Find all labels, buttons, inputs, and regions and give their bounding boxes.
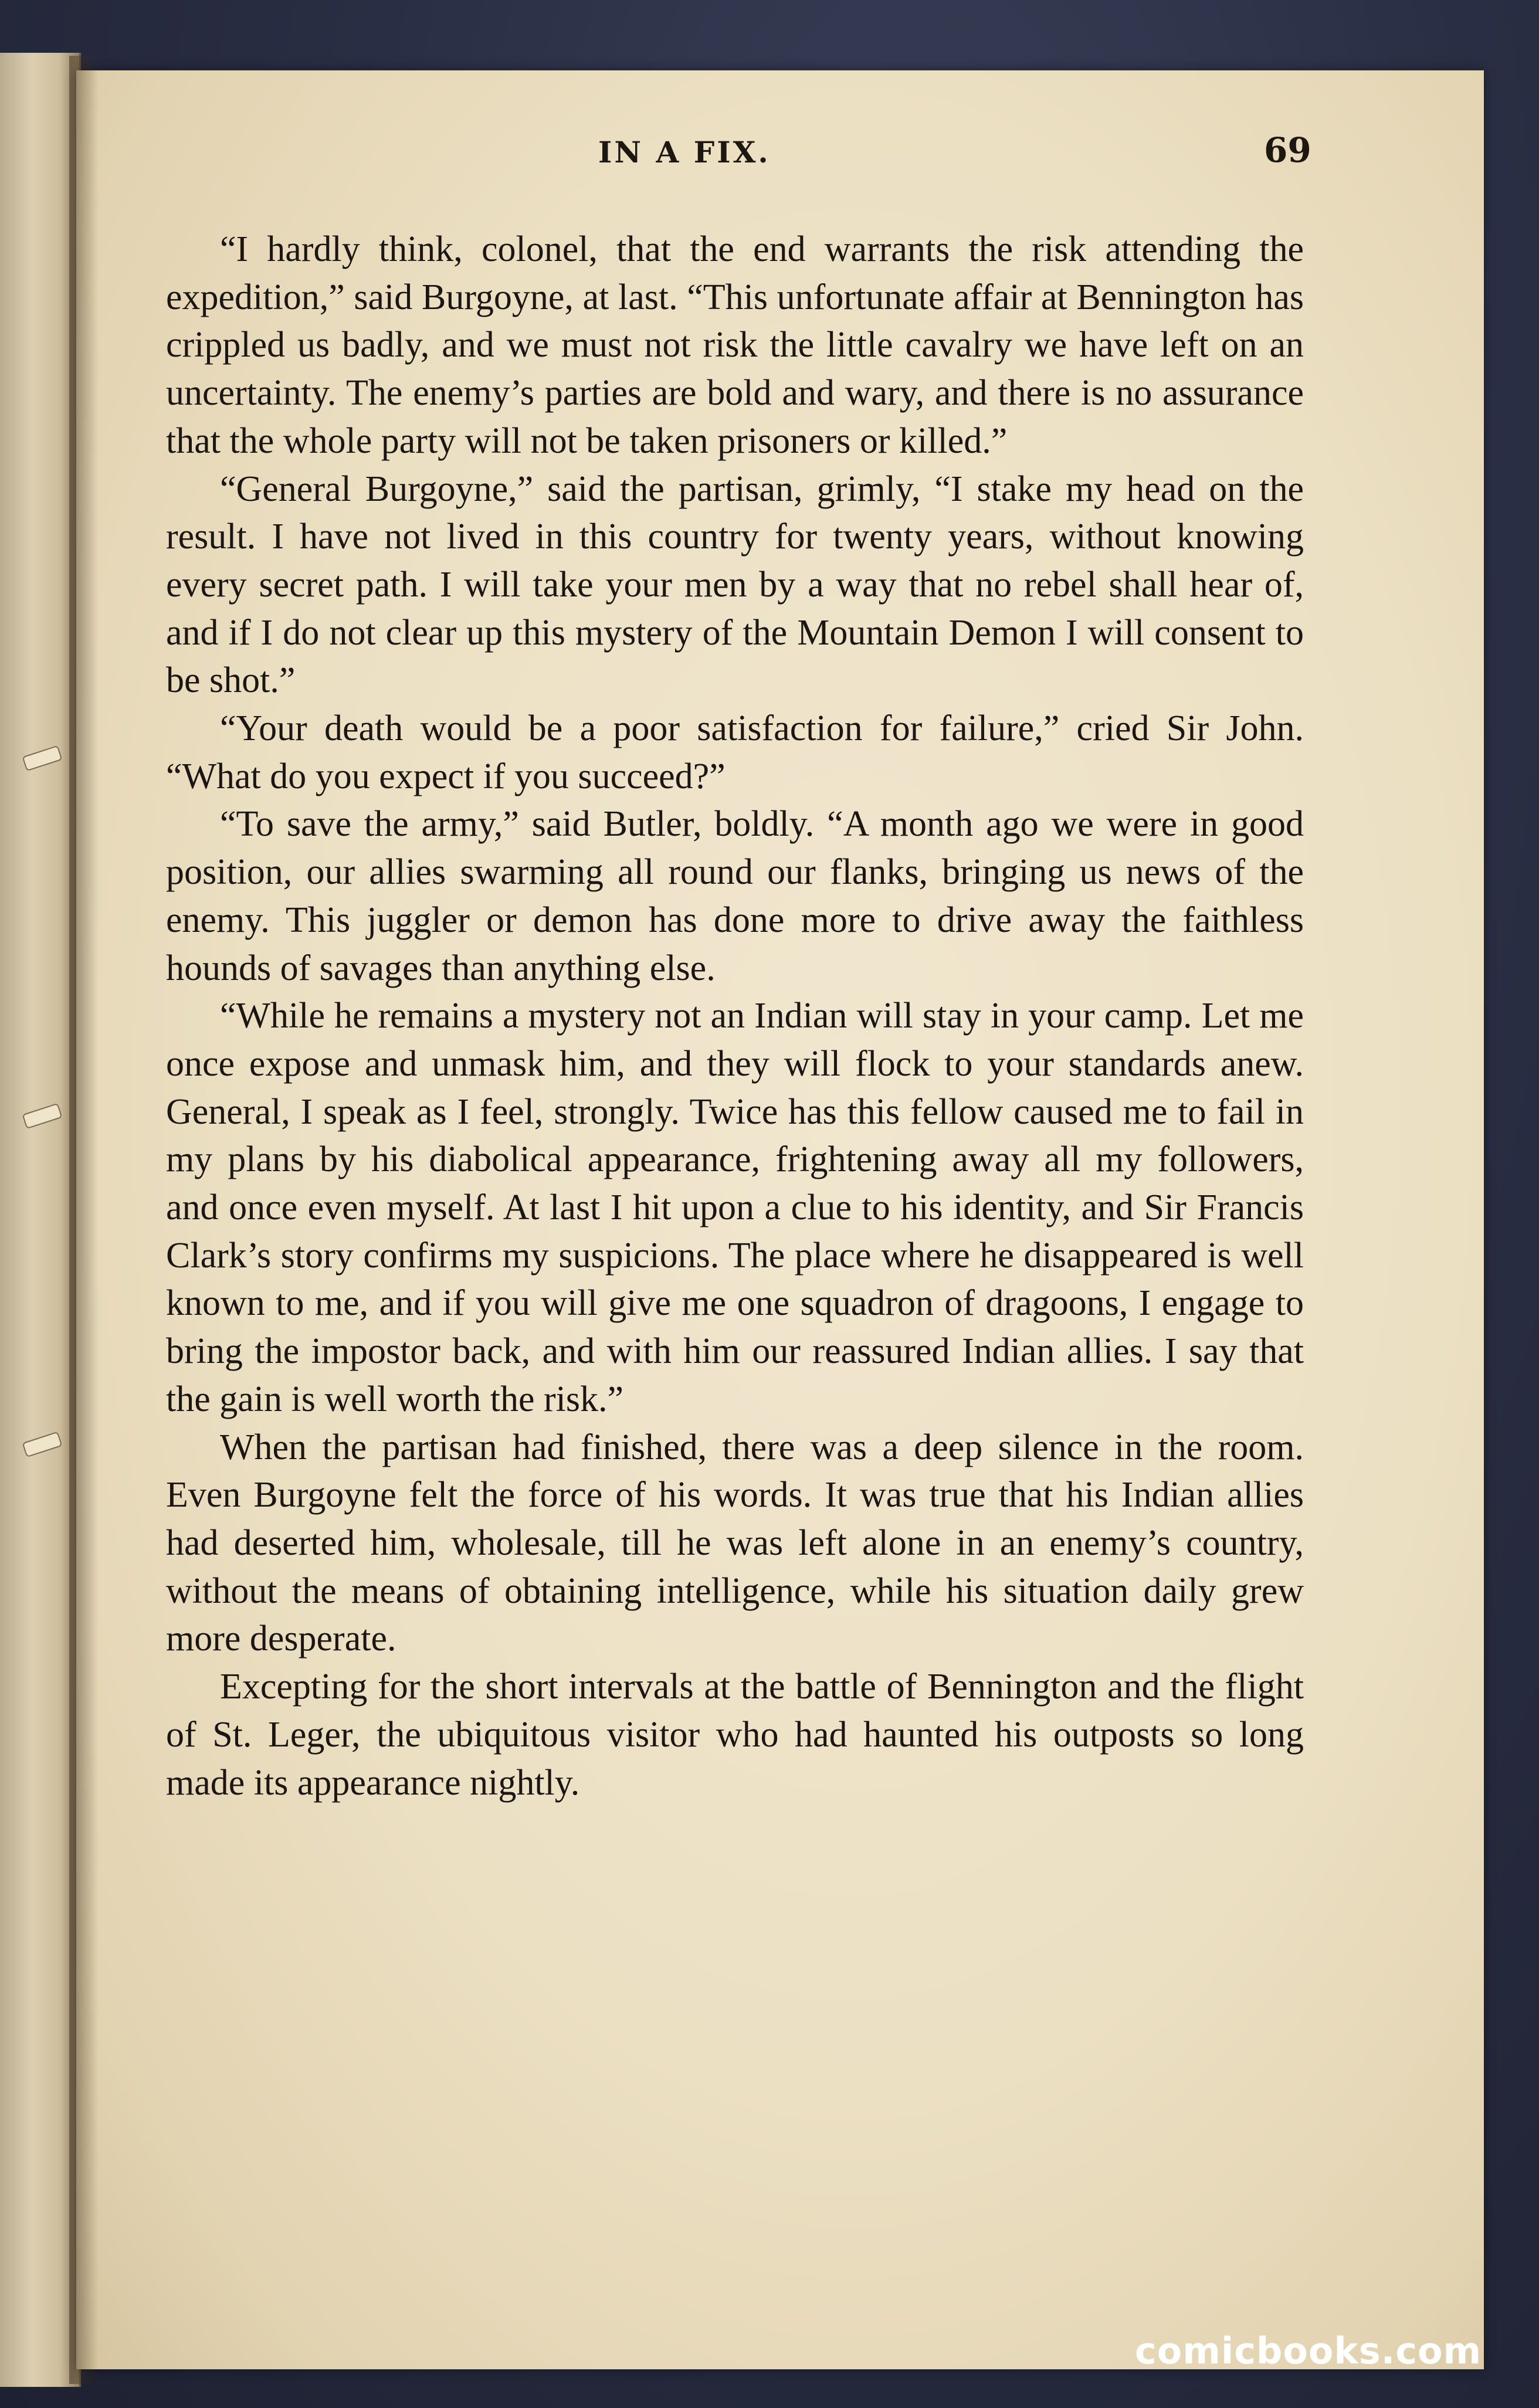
- spine-shadow: [69, 56, 99, 2384]
- paragraph: “To save the army,” said Butler, boldly. “A month ago we were in good position, our allies swarming all round our flanks, bringing us news of the enemy. This juggler or demon has done more to drive away the faithless hounds of savages than anything else.: [166, 804, 1304, 988]
- page-number: 69: [1264, 130, 1311, 170]
- paragraph: “General Burgoyne,” said the partisan, grimly, “I stake my head on the result. I have not lived in this country for twenty years, without knowing every secret path. I will take your men by a way that no rebel shall hear of, and if I do not clear up this mystery of the Mountain Demon I will consent to be shot.”: [166, 469, 1304, 701]
- paragraph: When the partisan had finished, there was a deep silence in the room. Even Burgoyne felt the force of his words. It was true that his Indian allies had deserted him, wholesale, till he was left alone in an enemy’s country, without the means of obtaining intelligence, while his situation daily grew more desperate.: [166, 1427, 1304, 1659]
- paragraph: “I hardly think, colonel, that the end warrants the risk attending the expedition,” said Burgoyne, at last. “This unfortunate affair at Bennington has crippled us badly, and we must not risk the little cavalry we have left on an uncertainty. The enemy’s parties are bold and wary, and there is no assurance that the whole party will not be taken prisoners or killed.”: [166, 229, 1304, 461]
- watermark: comicbooks.com: [1135, 2329, 1482, 2372]
- body-text: [166, 226, 1304, 1807]
- running-head: IN A FIX.: [598, 135, 771, 169]
- paragraph: “Your death would be a poor satisfaction for failure,” cried Sir John. “What do you expect if you succeed?”: [166, 708, 1304, 796]
- paragraph: Excepting for the short intervals at the battle of Bennington and the flight of St. Leger, the ubiquitous visitor who had haunted his outposts so long made its appearance nightly.: [166, 1667, 1304, 1803]
- paragraph: “While he remains a mystery not an Indian will stay in your camp. Let me once expose and unmask him, and they will flock to your standards anew. General, I speak as I feel, strongly. Twice has this fellow caused me to fail in my plans by his diabolical appearance, frightening away all my followers, and once even myself. At last I hit upon a clue to his identity, and Sir Francis Clark’s story confirms my suspicions. The place where he disappeared is well known to me, and if you will give me one squadron of dragoons, I engage to bring the impostor back, and with him our reassured Indian allies. I say that the gain is well worth the risk.”: [166, 996, 1304, 1419]
